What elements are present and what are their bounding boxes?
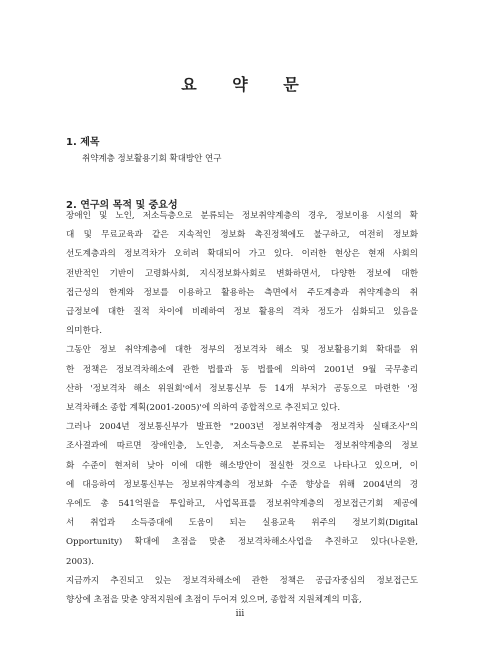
- text-line: 그러나 2004년 정보통신부가 발표한 "2003년 정보취약계층 정보격차 실태조사"의: [66, 422, 418, 433]
- text-line: 한 정책은 정보격차해소에 관한 법률과 동 법률에 의하여 2001년 9월 국무총리: [66, 364, 418, 375]
- text-line: 보격차해소 종합 계획(2001-2005)'에 의하여 종합적으로 추진되고 있다.: [66, 403, 341, 414]
- section-heading-purpose: 2. 연구의 목적 및 중요성: [66, 200, 178, 211]
- text-line: 우에도 총 541억원을 투입하고, 사업목표를 정보취약계층의 정보접근기회 제공에: [66, 499, 418, 510]
- text-line: 화 수준이 현저히 낮아 이에 대한 해소방안이 절실한 것으로 나타나고 있으며, 이: [66, 460, 418, 471]
- paragraph: [66, 572, 418, 610]
- text-line: Opportunity) 확대에 초점을 맞춘 정보격차해소사업을 추진하고 있다(나운환,: [66, 537, 418, 548]
- report-subtitle: 취약계층 정보활용기회 확대방안 연구: [82, 154, 222, 164]
- page-title: 요 약 문: [181, 75, 314, 94]
- text-line: 장애인 및 노인, 저소득층으로 분류되는 정보취약계층의 경우, 정보이용 시설의 확: [66, 211, 418, 221]
- text-line: 서 취업과 소득증대에 도움이 되는 실용교육 위주의 정보기회(Digital: [66, 518, 418, 529]
- text-line: 접근성의 한계와 정보를 이용하고 활용하는 측면에서 주도계층과 취약계층의 취: [66, 287, 418, 298]
- text-line: 의미한다.: [66, 326, 102, 337]
- text-line: 전반적인 기반이 고령화사회, 지식정보화사회로 변화하면서, 다양한 정보에 대한: [66, 268, 418, 279]
- body-text: [66, 207, 418, 610]
- text-line: 그동안 정보 취약계층에 대한 정부의 정보격차 해소 및 정보활용기회 확대를 위: [66, 345, 418, 356]
- text-line: 2003).: [66, 556, 94, 567]
- text-line: 선도계층과의 정보격차가 오히려 확대되어 가고 있다. 이러한 현상은 현재 사회의: [66, 249, 418, 260]
- text-line: 지금까지 추진되고 있는 정보격차해소에 관한 정책은 공급자중심의 정보접근도: [66, 575, 418, 586]
- text-line: 산하 '정보격차 해소 위원회'에서 정보통신부 등 14개 부처가 공동으로 마련한 '정: [66, 383, 418, 394]
- text-line: 조사결과에 따르면 장애인층, 노인층, 저소득층으로 분류되는 정보취약계층의 정보: [66, 441, 418, 452]
- section-heading-title: 1. 제목: [66, 137, 100, 148]
- paragraph: [66, 341, 418, 418]
- paragraph: [66, 418, 418, 572]
- text-line: 향상에 초점을 맞춘 양적지원에 초점이 두어져 있으며, 종합적 지원체계의 미흡,: [66, 595, 362, 606]
- paragraph: [66, 207, 418, 341]
- text-line: 대 및 무료교육과 같은 지속적인 정보화 촉진정책에도 불구하고, 여전히 정보화: [66, 230, 418, 241]
- page-number: iii: [235, 609, 245, 619]
- text-line: 에 대응하여 정보통신부는 정보취약계층의 정보화 수준 향상을 위해 2004년의 경: [66, 479, 418, 490]
- text-line: 급정보에 대한 질적 차이에 비례하여 정보 활용의 격차 정도가 심화되고 있음을: [66, 307, 418, 318]
